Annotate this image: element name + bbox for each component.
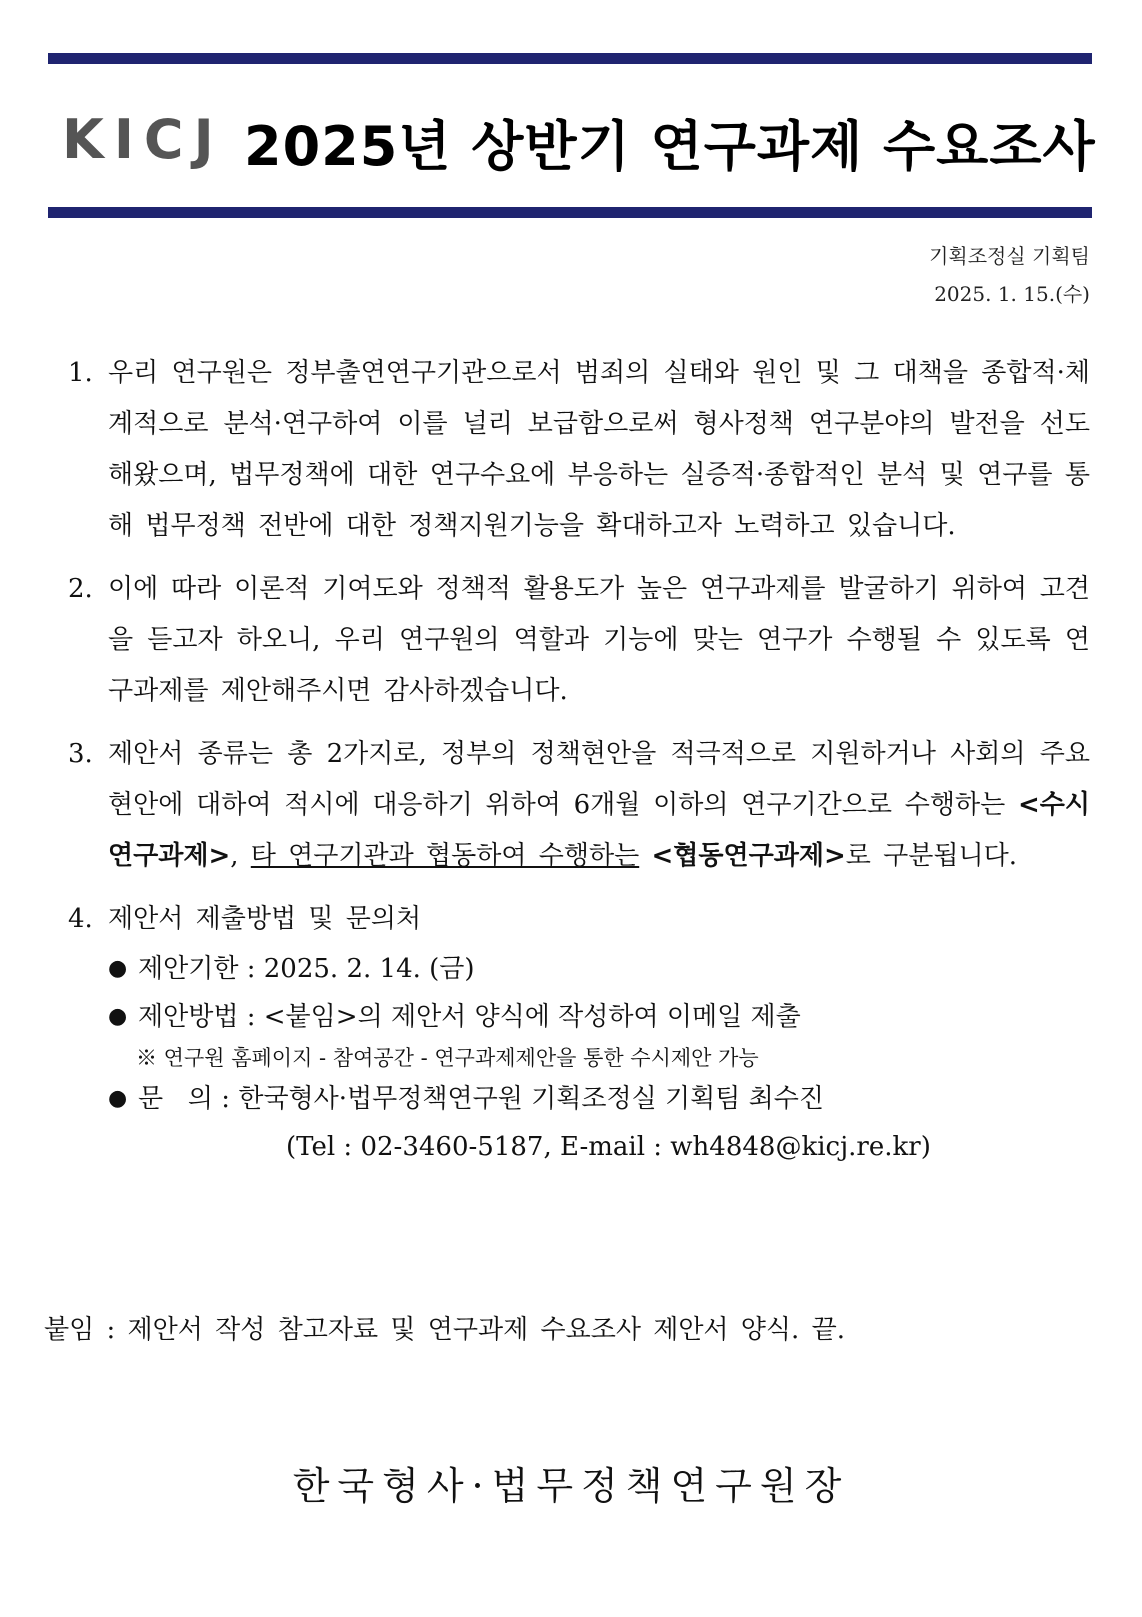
submission-details	[108, 945, 1090, 1171]
homepage-note: ※ 연구원 홈페이지 - 참여공간 - 연구과제제안을 통한 수시제안 가능	[136, 1046, 759, 1070]
bullet-value: <붙임>의 제안서 양식에 작성하여 이메일 제출	[263, 1002, 801, 1032]
underlined-phrase: 타 연구기관과 협동하여 수행하는	[250, 841, 640, 871]
bullet-value: 2025. 2. 14. (금)	[263, 954, 475, 984]
contact-bullet: ● 문 의 : 한국형사·법무정책연구원 기획조정실 기획팀 최수진	[108, 1075, 1090, 1123]
cooperative-research-label: <협동연구과제>	[651, 841, 846, 871]
item-text: 우리 연구원은 정부출연연구기관으로서 범죄의 실태와 원인 및 그 대책을 종합적·체계적으로 분석·연구하여 이를 널리 보급함으로써 형사정책 연구분야의 발전을 선도해왔으며, 법무정책에 대한 연구수요에 부응하는 실증적·종합적인 분석 및 연구를 통해 법무정책 전반에 대한 정책지원기능을 확대하고자 노력하고 있습니다.	[108, 358, 1090, 541]
item-3	[68, 729, 1090, 882]
bullet-value: 한국형사·법무정책연구원 기획조정실 기획팀 최수진	[238, 1084, 824, 1114]
item-number: 3.	[68, 739, 93, 769]
bullet-icon: ●	[108, 1004, 128, 1029]
bullet-label: 제안방법	[138, 1002, 239, 1032]
item-2	[68, 564, 1090, 717]
deadline-bullet: ● 제안기한 : 2025. 2. 14. (금)	[108, 945, 1090, 993]
occasional-research-label: <수시연구과제>	[108, 790, 1090, 871]
page-title: 2025년 상반기 연구과제 수요조사	[244, 115, 1096, 178]
item-text-part: ,	[230, 841, 251, 871]
item-number: 2.	[68, 574, 93, 604]
item-text: 이에 따라 이론적 기여도와 정책적 활용도가 높은 연구과제를 발굴하기 위하여 고견을 듣고자 하오니, 우리 연구원의 역할과 기능에 맞는 연구가 수행될 수 있도록 연구과제를 제안해주시면 감사하겠습니다.	[108, 574, 1090, 706]
item-text-part	[639, 841, 651, 871]
bullet-icon: ●	[108, 956, 128, 981]
document-date: 2025. 1. 15.(수)	[934, 282, 1090, 306]
bullet-label: 문 의	[138, 1084, 214, 1114]
header-bottom-rule	[48, 207, 1092, 218]
item-text-part: 로 구분됩니다.	[845, 841, 1017, 871]
kicj-logo: KICJ	[62, 108, 224, 171]
contact-detail: (Tel : 02-3460-5187, E-mail : wh4848@kicj.re.kr)	[286, 1132, 931, 1162]
attachment-line: 붙임 : 제안서 작성 참고자료 및 연구과제 수요조사 제안서 양식. 끝.	[44, 1315, 845, 1345]
bullet-label: 제안기한	[138, 954, 239, 984]
department-label: 기획조정실 기획팀	[929, 244, 1090, 268]
method-bullet: ● 제안방법 : <붙임>의 제안서 양식에 작성하여 이메일 제출	[108, 993, 1090, 1041]
item-text-part: 제안서 종류는 총 2가지로, 정부의 정책현안을 적극적으로 지원하거나 사회의 주요현안에 대하여 적시에 대응하기 위하여 6개월 이하의 연구기간으로 수행하는	[108, 739, 1090, 820]
item-number: 4.	[68, 904, 93, 934]
item-heading: 제안서 제출방법 및 문의처	[108, 904, 422, 934]
signature: 한국형사·법무정책연구원장	[292, 1464, 850, 1508]
item-number: 1.	[68, 358, 93, 388]
header-top-rule	[48, 53, 1092, 64]
item-1	[68, 348, 1090, 552]
item-4	[68, 894, 1090, 945]
body-items	[68, 348, 1090, 1171]
bullet-icon: ●	[108, 1086, 128, 1111]
item-text	[108, 729, 1090, 882]
